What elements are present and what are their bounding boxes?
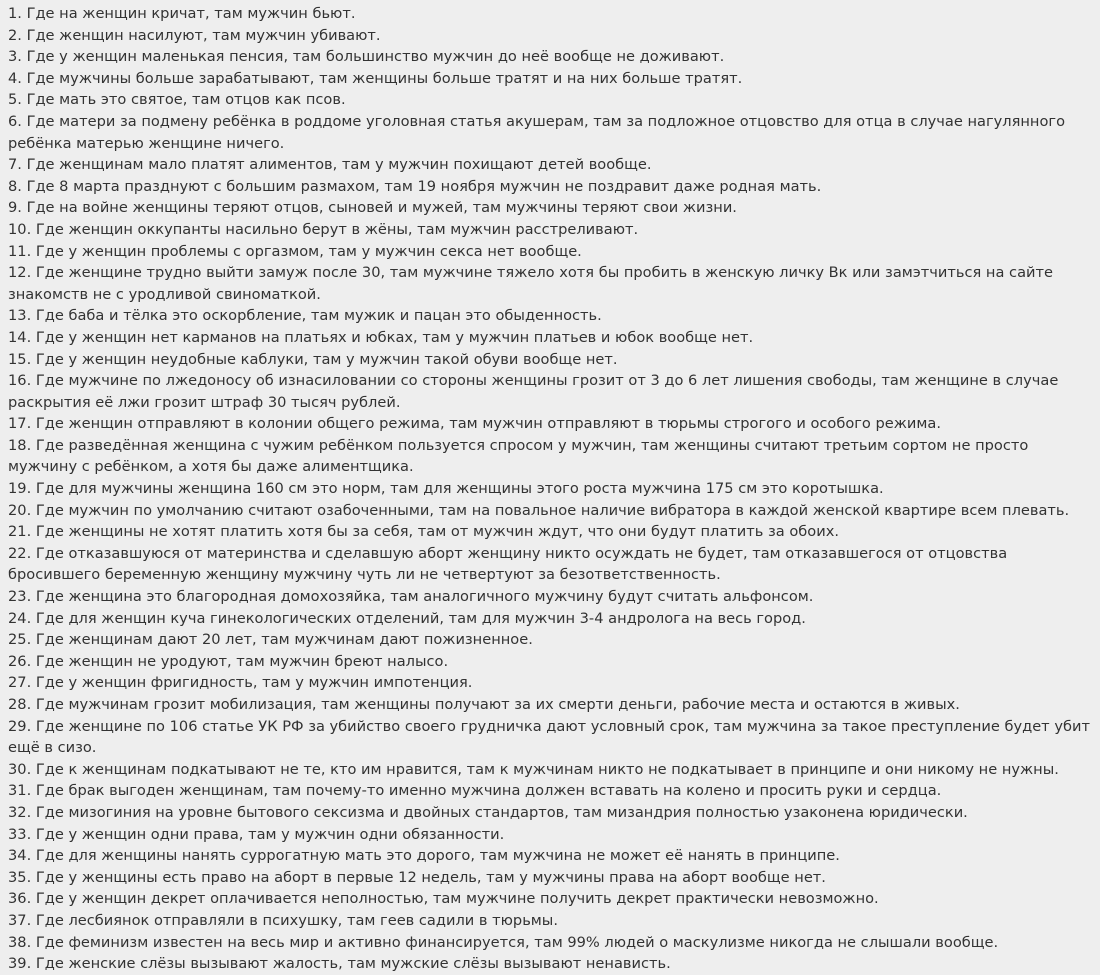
list-item: 16. Где мужчине по лжедоносу об изнасиловании со стороны женщины грозит от 3 до 6 лет лишения свободы, там женщине в случае раскрытия её лжи грозит штраф 30 тысяч рублей.: [8, 372, 1059, 411]
list-item: 34. Где для женщины нанять суррогатную мать это дорого, там мужчина не может её нанять в принципе.: [8, 847, 840, 865]
list-item: 27. Где у женщин фригидность, там у мужчин импотенция.: [8, 674, 473, 692]
list-item: 17. Где женщин отправляют в колонии общего режима, там мужчин отправляют в тюрьмы строгого и особого режима.: [8, 415, 941, 433]
list-item: 4. Где мужчины больше зарабатывают, там женщины больше тратят и на них больше тратят.: [8, 69, 743, 87]
list-item: 36. Где у женщин декрет оплачивается неполностью, там мужчине получить декрет практически невозможно.: [8, 890, 879, 908]
list-item: 8. Где 8 марта празднуют с большим размахом, там 19 ноября мужчин не поздравит даже родная мать.: [8, 177, 822, 195]
list-item: 24. Где для женщин куча гинекологических отделений, там для мужчин 3-4 андролога на весь город.: [8, 609, 806, 627]
list-item: 5. Где мать это святое, там отцов как псов.: [8, 91, 346, 109]
list-item: 33. Где у женщин одни права, там у мужчин одни обязанности.: [8, 825, 505, 843]
list-item: 3. Где у женщин маленькая пенсия, там большинство мужчин до неё вообще не доживают.: [8, 48, 725, 66]
list-item: 31. Где брак выгоден женщинам, там почему-то именно мужчина должен вставать на колено и просить руки и сердца.: [8, 782, 942, 800]
list-item: 2. Где женщин насилуют, там мужчин убивают.: [8, 26, 381, 44]
list-item: 12. Где женщине трудно выйти замуж после 30, там мужчине тяжело хотя бы пробить в женскую личку Вк или замэтчиться на сайте знакомств не с уродливой свиноматкой.: [8, 264, 1053, 303]
list-item: 13. Где баба и тёлка это оскорбление, там мужик и пацан это обыденность.: [8, 307, 602, 325]
list-item: 9. Где на войне женщины теряют отцов, сыновей и мужей, там мужчины теряют свои жизни.: [8, 199, 737, 217]
list-item: 23. Где женщина это благородная домохозяйка, там аналогичного мужчину будут считать альфонсом.: [8, 588, 814, 606]
list-item: 11. Где у женщин проблемы с оргазмом, там у мужчин секса нет вообще.: [8, 242, 582, 260]
list-item: 30. Где к женщинам подкатывают не те, кто им нравится, там к мужчинам никто не подкатывает в принципе и они никому не нужны.: [8, 760, 1059, 778]
list-item: 22. Где отказавшуюся от материнства и сделавшую аборт женщину никто осуждать не будет, там отказавшегося от отцовства бросившего беременную женщину мужчину чуть ли не четвертуют за безответственность.: [8, 544, 1008, 584]
list-item: 10. Где женщин оккупанты насильно берут в жёны, там мужчин расстреливают.: [8, 220, 639, 238]
list-item: 26. Где женщин не уродуют, там мужчин бреют налысо.: [8, 652, 449, 670]
list-item: 1. Где на женщин кричат, там мужчин бьют.: [8, 5, 356, 22]
numbered-list: [8, 3, 1094, 975]
list-item: 32. Где мизогиния на уровне бытового сексизма и двойных стандартов, там мизандрия полностью узаконена юридически.: [8, 803, 968, 821]
list-item: 19. Где для мужчины женщина 160 см это норм, там для женщины этого роста мужчина 175 см это коротышка.: [8, 480, 884, 498]
list-item: 20. Где мужчин по умолчанию считают озабоченными, там на повальное наличие вибратора в каждой женской квартире всем плевать.: [8, 501, 1070, 519]
list-item: 25. Где женщинам дают 20 лет, там мужчинам дают пожизненное.: [8, 631, 533, 649]
list-item: 28. Где мужчинам грозит мобилизация, там женщины получают за их смерти деньги, рабочие места и остаются в живых.: [8, 696, 960, 713]
list-item: 6. Где матери за подмену ребёнка в роддоме уголовная статья акушерам, там за подложное отцовство для отца в случае нагулянного ребёнка матерью женщине ничего.: [8, 112, 1065, 152]
list-item: 15. Где у женщин неудобные каблуки, там у мужчин такой обуви вообще нет.: [8, 350, 618, 368]
list-item: 35. Где у женщины есть право на аборт в первые 12 недель, там у мужчины права на аборт вообще нет.: [8, 868, 826, 886]
list-item: 29. Где женщине по 106 статье УК РФ за убийство своего грудничка дают условный срок, там мужчина за такое преступление будет убит ещё в сизо.: [8, 717, 1090, 757]
list-item: 21. Где женщины не хотят платить хотя бы за себя, там от мужчин ждут, что они будут платить за обоих.: [8, 523, 839, 541]
list-item: 39. Где женские слёзы вызывают жалость, там мужские слёзы вызывают ненависть.: [8, 955, 671, 973]
list-item: 7. Где женщинам мало платят алиментов, там у мужчин похищают детей вообще.: [8, 156, 652, 174]
list-item: 38. Где феминизм известен на весь мир и активно финансируется, там 99% людей о маскулизме никогда не слышали вообще.: [8, 933, 999, 951]
list-item: 37. Где лесбиянок отправляли в психушку, там геев садили в тюрьмы.: [8, 911, 558, 929]
list-item: 14. Где у женщин нет карманов на платьях и юбках, там у мужчин платьев и юбок вообще нет.: [8, 328, 754, 346]
list-item: 18. Где разведённая женщина с чужим ребёнком пользуется спросом у мужчин, там женщины считают третьим сортом не просто мужчину с ребёнком, а хотя бы даже алиментщика.: [8, 436, 1029, 476]
